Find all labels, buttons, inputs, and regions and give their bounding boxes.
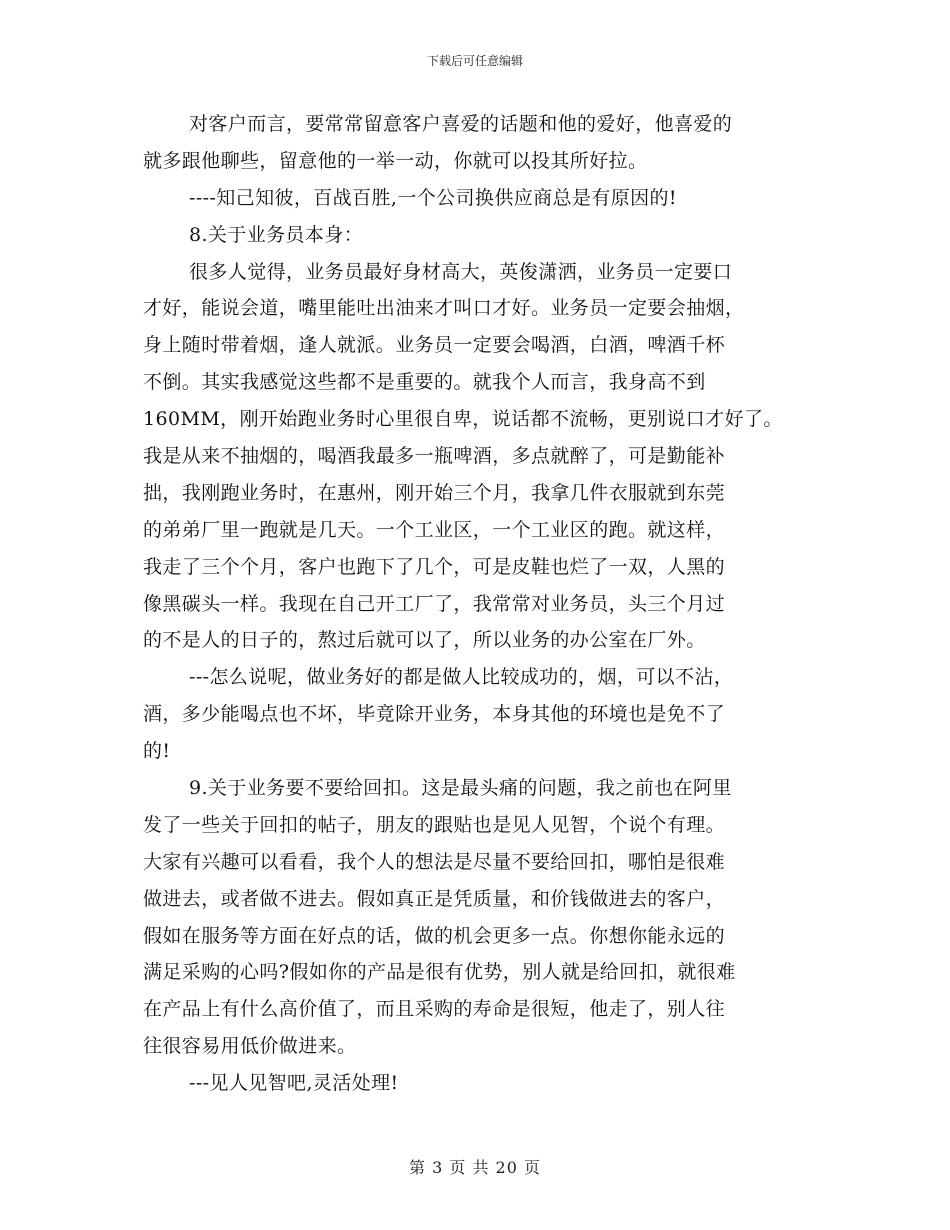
text-line: 才好，能说会道，嘴里能吐出油来才叫口才好。业务员一定要会抽烟， [143,297,745,320]
text-line: 假如在服务等方面在好点的话，做的机会更多一点。你想你能永远的 [143,924,726,947]
text-line: 大家有兴趣可以看看，我个人的想法是尽量不要给回扣，哪怕是很难 [143,850,726,873]
text-line: 的! [143,740,171,763]
page-header: 下载后可任意编辑 [426,54,523,68]
text-line: 发了一些关于回扣的帖子，朋友的跟贴也是见人见智，个说个有理。 [143,813,726,836]
text-line: 拙，我刚跑业务时，在惠州，刚开始三个月，我拿几件衣服就到东莞 [143,481,726,504]
document-body [143,106,823,1102]
text-line: 我走了三个个月，客户也跑下了几个，可是皮鞋也烂了一双，人黑的 [143,555,726,578]
text-line: 做进去，或者做不进去。假如真正是凭质量，和价钱做进去的客户， [143,887,726,910]
text-line: 很多人觉得，业务员最好身材高大，英俊潇洒，业务员一定要口 [189,260,733,283]
text-line: 160MM，刚开始跑业务时心里很自卑，说话都不流畅，更别说口才好了。 [143,408,783,431]
text-line: ----知己知彼，百战百胜,一个公司换供应商总是有原因的! [189,186,677,209]
text-line: 往很容易用低价做进来。 [143,1035,357,1058]
text-line: 对客户而言，要常常留意客户喜爱的话题和他的爱好，他喜爱的 [189,113,733,135]
text-line: ---怎么说呢，做业务好的都是做人比较成功的，烟，可以不沾， [189,666,734,689]
text-line: 的不是人的日子的，熬过后就可以了，所以业务的办公室在厂外。 [143,629,706,652]
text-line: 身上随时带着烟，逢人就派。业务员一定要会喝酒，白酒，啤酒千杯 [143,334,726,357]
text-line: 就多跟他聊些，留意他的一举一动，你就可以投其所好拉。 [143,149,648,172]
text-line: 像黑碳头一样。我现在自己开工厂了，我常常对业务员，头三个月过 [143,592,726,615]
text-line: ---见人见智吧,灵活处理! [189,1072,399,1095]
text-line: 不倒。其实我感觉这些都不是重要的。就我个人而言，我身高不到 [143,371,706,394]
text-line: 的弟弟厂里一跑就是几天。一个工业区，一个工业区的跑。就这样， [143,518,726,541]
text-line: 我是从来不抽烟的，喝酒我最多一瓶啤酒，多点就醉了，可是勤能补 [143,445,726,468]
text-line: 在产品上有什么高价值了，而且采购的寿命是很短，他走了，别人往 [143,998,726,1021]
text-line: 9.关于业务要不要给回扣。这是最头痛的问题，我之前也在阿里 [189,777,732,800]
page-number: 第 3 页 共 20 页 [409,1158,541,1177]
text-line: 酒，多少能喝点也不坏，毕竟除开业务，本身其他的环境也是免不了 [143,703,726,726]
text-line: 满足采购的心吗?假如你的产品是很有优势，别人就是给回扣，就很难 [143,961,736,984]
section-heading: 8.关于业务员本身： [189,223,364,246]
